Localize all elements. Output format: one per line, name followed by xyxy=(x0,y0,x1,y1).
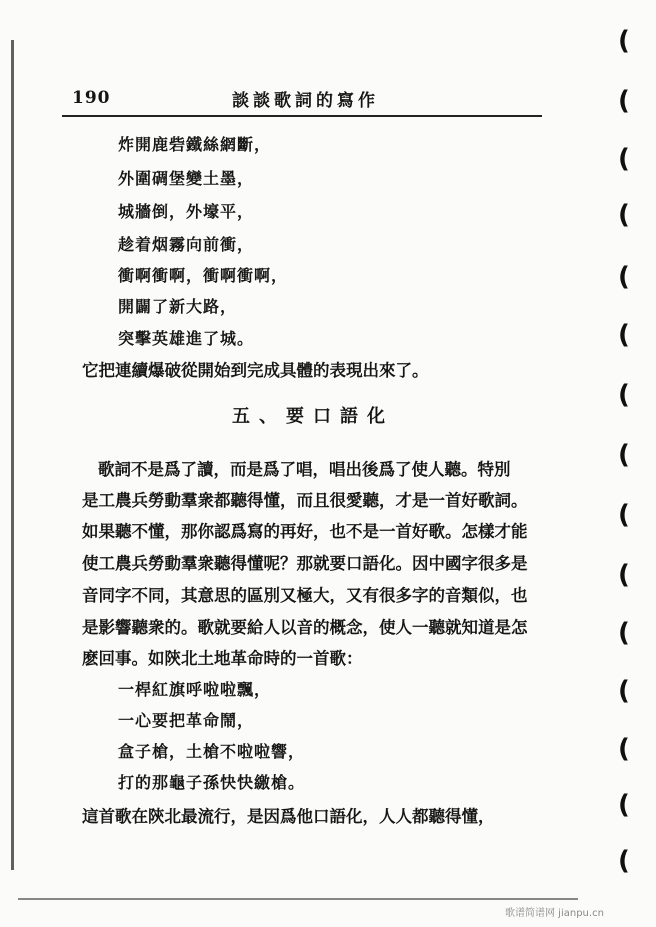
verse-line: 趁着烟霧向前衝， xyxy=(118,235,255,254)
prose-line: 是工農兵勞動羣衆都聽得懂，而且很愛聽，才是一首好歌詞。 xyxy=(82,491,528,510)
prose-line: 如果聽不懂，那你認爲寫的再好，也不是一首好歌。怎樣才能 xyxy=(82,522,528,541)
binding-margin-marks xyxy=(606,0,646,927)
prose-line: 使工農兵勞動羣衆聽得懂呢？那就要口語化。因中國字很多是 xyxy=(82,554,528,573)
verse-line: 炸開鹿砦鐵絲網斷， xyxy=(118,135,272,154)
margin-bracket-mark: ( xyxy=(618,380,630,410)
margin-bracket-mark: ( xyxy=(618,846,630,876)
verse-line: 衝啊衝啊，衝啊衝啊， xyxy=(118,266,289,285)
running-title: 談談歌詞的寫作 xyxy=(232,91,379,111)
margin-bracket-mark: ( xyxy=(618,144,630,174)
margin-bracket-mark: ( xyxy=(618,676,630,706)
margin-bracket-mark: ( xyxy=(618,440,630,470)
margin-bracket-mark: ( xyxy=(618,734,630,764)
verse-line: 一心要把革命鬧， xyxy=(118,711,255,730)
prose-line: 歌詞不是爲了讀，而是爲了唱，唱出後爲了使人聽。特別 xyxy=(98,460,511,479)
section-heading: 五、要口語化 xyxy=(232,406,394,427)
margin-bracket-mark: ( xyxy=(618,86,630,116)
margin-bracket-mark: ( xyxy=(618,790,630,820)
page-number: 190 xyxy=(72,88,111,108)
margin-bracket-mark: ( xyxy=(618,262,630,292)
page-left-edge-shadow xyxy=(11,40,14,870)
prose-line: 麽回事。如陝北土地革命時的一首歌： xyxy=(82,649,363,668)
prose-line: 它把連續爆破從開始到完成具體的表現出來了。 xyxy=(82,361,429,380)
margin-bracket-mark: ( xyxy=(618,200,630,230)
verse-line: 開闢了新大路， xyxy=(118,297,238,316)
header-rule xyxy=(62,115,542,117)
page-bottom-edge xyxy=(18,898,578,900)
margin-bracket-mark: ( xyxy=(618,618,630,648)
verse-line: 外圍碉堡變土墨， xyxy=(118,169,255,188)
prose-line: 這首歌在陝北最流行，是因爲他口語化，人人都聽得懂， xyxy=(82,807,495,826)
margin-bracket-mark: ( xyxy=(618,560,630,590)
verse-line: 城牆倒，外壕平， xyxy=(118,202,255,221)
margin-bracket-mark: ( xyxy=(618,320,630,350)
verse-line: 一桿紅旗呼啦啦飄， xyxy=(118,680,272,699)
page-header xyxy=(70,84,542,114)
prose-line: 音同字不同，其意思的區別又極大，又有很多字的音類似，也 xyxy=(82,586,528,605)
verse-line: 打的那龜子孫快快繳槍。 xyxy=(118,773,306,792)
verse-line: 盒子槍，土槍不啦啦響， xyxy=(118,742,306,761)
margin-bracket-mark: ( xyxy=(618,500,630,530)
prose-line: 是影響聽衆的。歌就要給人以音的概念，使人一聽就知道是怎 xyxy=(82,618,528,637)
site-watermark: 歌谱简谱网 jianpu.cn xyxy=(505,908,604,919)
margin-bracket-mark: ( xyxy=(618,26,630,56)
verse-line: 突擊英雄進了城。 xyxy=(118,329,255,348)
